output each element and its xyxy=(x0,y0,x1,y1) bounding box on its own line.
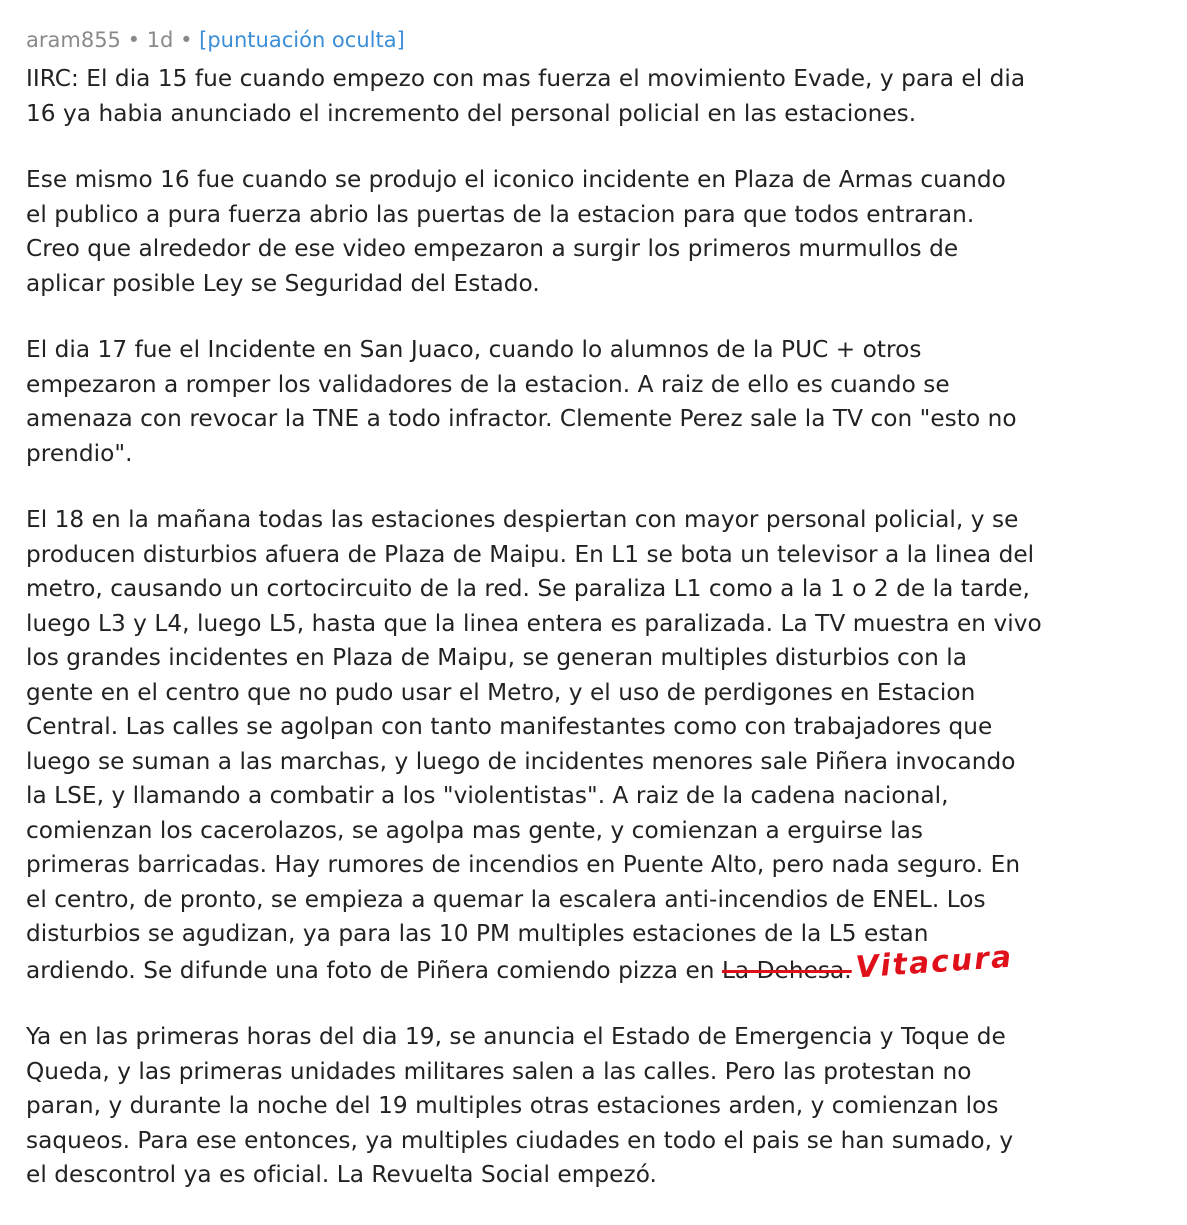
paragraph-line: Queda, y las primeras unidades militares salen a las calles. Pero las protestan no xyxy=(26,1057,972,1085)
paragraph-line-prefix: ardiendo. Se difunde una foto de Piñera comiendo pizza en xyxy=(26,956,722,984)
paragraph-line: 16 ya habia anunciado el incremento del personal policial en las estaciones. xyxy=(26,99,917,127)
paragraph-line: Ese mismo 16 fue cuando se produjo el iconico incidente en Plaza de Armas cuando xyxy=(26,166,1006,193)
comment-paragraph xyxy=(26,163,1176,301)
paragraph-line: disturbios se agudizan, ya para las 10 PM multiples estaciones de la L5 estan xyxy=(26,920,929,947)
paragraph-line: amenaza con revocar la TNE a todo infractor. Clemente Perez sale la TV con "esto no xyxy=(26,405,1017,432)
comment-paragraph xyxy=(26,62,1176,131)
meta-separator: • xyxy=(180,28,193,52)
comment-age: 1d xyxy=(146,28,174,52)
paragraph-line: los grandes incidentes en Plaza de Maipu, se generan multiples disturbios con la xyxy=(26,644,967,671)
paragraph-line: Central. Las calles se agolpan con tanto manifestantes como con trabajadores que xyxy=(26,713,993,740)
comment-paragraph xyxy=(26,1020,1176,1193)
paragraph-line: luego L3 y L4, luego L5, hasta que la linea entera es paralizada. La TV muestra en vivo xyxy=(26,609,1042,637)
paragraph-line: primeras barricadas. Hay rumores de incendios en Puente Alto, pero nada seguro. En xyxy=(26,851,1021,878)
paragraph-line: El 18 en la mañana todas las estaciones despiertan con mayor personal policial, y se xyxy=(26,506,1019,533)
comment-meta xyxy=(26,22,1176,62)
paragraph-line: metro, causando un cortocircuito de la red. Se paraliza L1 como a la 1 o 2 de la tarde, xyxy=(26,575,1030,602)
paragraph-line: comienzan los cacerolazos, se agolpa mas gente, y comienzan a erguirse las xyxy=(26,816,924,844)
meta-separator: • xyxy=(127,28,140,52)
struck-text: La Dehesa. xyxy=(721,956,852,984)
paragraph-line: la LSE, y llamando a combatir a los "violentistas". A raiz de la cadena nacional, xyxy=(26,782,949,809)
paragraph-line: saqueos. Para ese entonces, ya multiples ciudades en todo el pais se han sumado, y xyxy=(26,1126,1014,1154)
comment-paragraph xyxy=(26,503,1176,988)
paragraph-line: el centro, de pronto, se empieza a quemar la escalera anti-incendios de ENEL. Los xyxy=(26,885,986,913)
comment-paragraph xyxy=(26,333,1176,471)
comment xyxy=(26,22,1176,1225)
paragraph-line: el descontrol ya es oficial. La Revuelta Social empezó. xyxy=(26,1161,657,1188)
paragraph-line-annotated xyxy=(26,939,1176,989)
paragraph-line: paran, y durante la noche del 19 multiples otras estaciones arden, y comienzan los xyxy=(26,1092,999,1119)
paragraph-line: El dia 17 fue el Incidente en San Juaco, cuando lo alumnos de la PUC + otros xyxy=(26,336,922,363)
paragraph-line: gente en el centro que no pudo usar el Metro, y el uso de perdigones en Estacion xyxy=(26,678,976,706)
score-hidden-link[interactable]: [puntuación oculta] xyxy=(199,28,405,52)
handwritten-correction: Vitacura xyxy=(854,939,1015,985)
paragraph-line: el publico a pura fuerza abrio las puertas de la estacion para que todos entraran. xyxy=(26,200,975,228)
paragraph-line: aplicar posible Ley se Seguridad del Estado. xyxy=(26,269,540,297)
paragraph-line: empezaron a romper los validadores de la estacion. A raiz de ello es cuando se xyxy=(26,370,950,398)
author-link[interactable]: aram855 xyxy=(26,28,121,52)
paragraph-line: luego se suman a las marchas, y luego de incidentes menores sale Piñera invocando xyxy=(26,747,1016,775)
paragraph-line: producen disturbios afuera de Plaza de Maipu. En L1 se bota un televisor a la linea del xyxy=(26,540,1035,568)
paragraph-line: Creo que alrededor de ese video empezaron a surgir los primeros murmullos de xyxy=(26,235,959,262)
paragraph-line: Ya en las primeras horas del dia 19, se anuncia el Estado de Emergencia y Toque de xyxy=(26,1023,1006,1050)
paragraph-line: prendio". xyxy=(26,439,133,467)
paragraph-line: IIRC: El dia 15 fue cuando empezo con mas fuerza el movimiento Evade, y para el dia xyxy=(26,65,1026,92)
